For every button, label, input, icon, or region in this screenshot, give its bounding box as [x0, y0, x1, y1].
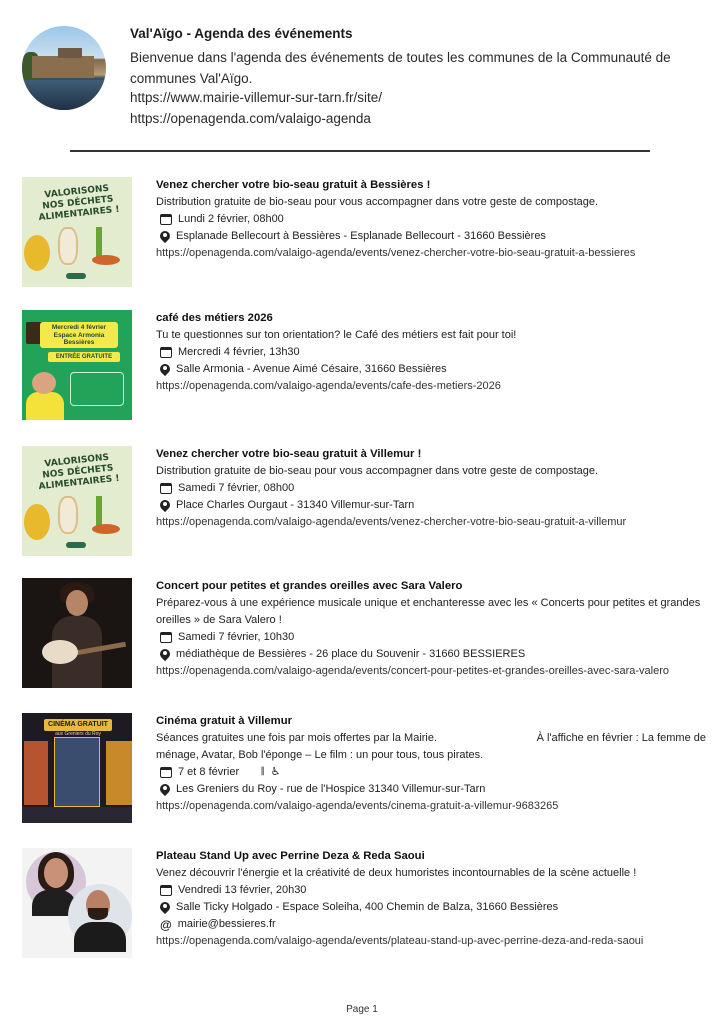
openagenda-link[interactable]: https://openagenda.com/valaigo-agenda — [130, 111, 371, 126]
location-pin-icon — [160, 231, 170, 243]
agenda-header — [22, 22, 702, 132]
event-location: Esplanade Bellecourt à Bessières - Esplanade Bellecourt - 31660 Bessières — [176, 230, 546, 242]
calendar-icon — [160, 483, 172, 494]
hearing-impaired-icon: 𝄂 — [261, 766, 266, 778]
event-description: Distribution gratuite de bio-seau pour vous accompagner dans votre geste de compostage. — [156, 196, 599, 208]
event-thumbnail[interactable] — [22, 578, 132, 688]
event-location: Place Charles Ourgaut - 31340 Villemur-sur-Tarn — [176, 499, 415, 511]
agenda-description: Bienvenue dans l'agenda des événements de toutes les communes de la Communauté de communes Val'Aïgo. — [130, 50, 671, 86]
event-thumbnail[interactable] — [22, 177, 132, 287]
event-url[interactable]: https://openagenda.com/valaigo-agenda/events/venez-chercher-votre-bio-seau-gratuit-a-villemur — [156, 516, 627, 528]
event-description: Tu te questionnes sur ton orientation? le Café des métiers est fait pour toi! — [156, 329, 517, 341]
event-url[interactable]: https://openagenda.com/valaigo-agenda/events/cinema-gratuit-a-villemur-9683265 — [156, 800, 559, 812]
event-email[interactable]: mairie@bessieres.fr — [177, 918, 276, 930]
event-description-right: À l'affiche en février : La femme de — [536, 732, 706, 744]
event-title[interactable]: Cinéma gratuit à Villemur — [156, 715, 293, 727]
event-thumbnail[interactable] — [22, 446, 132, 556]
event-location: médiathèque de Bessières - 26 place du Souvenir - 31660 BESSIERES — [176, 648, 526, 660]
location-pin-icon — [160, 649, 170, 661]
thumbnail-subtext: ENTRÉE GRATUITE — [55, 354, 113, 360]
event-date: Mercredi 4 février, 13h30 — [178, 346, 300, 358]
event-url[interactable]: https://openagenda.com/valaigo-agenda/events/cafe-des-metiers-2026 — [156, 380, 501, 392]
header-divider — [70, 150, 650, 152]
page-number: Page 1 — [346, 1004, 378, 1015]
event-url[interactable]: https://openagenda.com/valaigo-agenda/events/plateau-stand-up-avec-perrine-deza-and-reda-saoui — [156, 935, 644, 947]
calendar-icon — [160, 767, 172, 778]
wheelchair-icon: ♿ — [270, 766, 283, 778]
calendar-icon — [160, 214, 172, 225]
event-url[interactable]: https://openagenda.com/valaigo-agenda/events/concert-pour-petites-et-grandes-oreilles-avec-sara-valero — [156, 665, 670, 677]
event-description: Séances gratuites une fois par mois offertes par la Mairie. — [156, 732, 438, 744]
event-description-continued: ménage, Avatar, Bob l'éponge – Le film : un pour tous, tous pirates. — [156, 749, 484, 761]
calendar-icon — [160, 632, 172, 643]
event-thumbnail[interactable] — [22, 713, 132, 823]
event-description: Distribution gratuite de bio-seau pour vous accompagner dans votre geste de compostage. — [156, 465, 599, 477]
event-description: Préparez-vous à une expérience musicale unique et enchanteresse avec les « Concerts pour petites et grandes oreilles » de Sara Valero ! — [156, 597, 701, 626]
location-pin-icon — [160, 784, 170, 796]
event-date: Samedi 7 février, 10h30 — [178, 631, 295, 643]
event-date: Samedi 7 février, 08h00 — [178, 482, 295, 494]
at-sign-icon: @ — [160, 917, 172, 932]
location-pin-icon — [160, 902, 170, 914]
event-thumbnail[interactable] — [22, 310, 132, 420]
event-date: Lundi 2 février, 08h00 — [178, 213, 284, 225]
event-thumbnail[interactable] — [22, 848, 132, 958]
event-location: Les Greniers du Roy - rue de l'Hospice 31340 Villemur-sur-Tarn — [176, 783, 486, 795]
thumbnail-text: VALORISONS NOS DÉCHETS ALIMENTAIRES ! — [38, 183, 121, 224]
event-date: 7 et 8 février — [178, 766, 240, 778]
accessibility-icons — [261, 764, 282, 781]
event-title[interactable]: Venez chercher votre bio-seau gratuit à Villemur ! — [156, 448, 422, 460]
calendar-icon — [160, 347, 172, 358]
agenda-avatar — [22, 26, 106, 110]
thumbnail-text: Mercredi 4 février Espace Armonia Bessières — [51, 324, 107, 346]
thumbnail-text: CINÉMA GRATUIT — [48, 721, 108, 728]
event-title[interactable]: Venez chercher votre bio-seau gratuit à Bessières ! — [156, 179, 431, 191]
thumbnail-subtext: aux Greniers du Roy — [55, 731, 101, 737]
event-location: Salle Ticky Holgado - Espace Soleiha, 400 Chemin de Balza, 31660 Bessières — [176, 901, 559, 913]
event-date: Vendredi 13 février, 20h30 — [178, 884, 307, 896]
event-title[interactable]: café des métiers 2026 — [156, 312, 273, 324]
event-title[interactable]: Concert pour petites et grandes oreilles avec Sara Valero — [156, 580, 463, 592]
agenda-title: Val'Aïgo - Agenda des événements — [130, 26, 353, 41]
location-pin-icon — [160, 364, 170, 376]
website-link[interactable]: https://www.mairie-villemur-sur-tarn.fr/site/ — [130, 90, 383, 105]
location-pin-icon — [160, 500, 170, 512]
event-location: Salle Armonia - Avenue Aimé Césaire, 31660 Bessières — [176, 363, 447, 375]
calendar-icon — [160, 885, 172, 896]
thumbnail-text: VALORISONS NOS DÉCHETS ALIMENTAIRES ! — [38, 452, 121, 493]
event-title[interactable]: Plateau Stand Up avec Perrine Deza & Reda Saoui — [156, 850, 425, 862]
event-description: Venez découvrir l'énergie et la créativité de deux humoristes incontournables de la scène actuelle ! — [156, 867, 637, 879]
event-url[interactable]: https://openagenda.com/valaigo-agenda/events/venez-chercher-votre-bio-seau-gratuit-a-bessieres — [156, 247, 636, 259]
